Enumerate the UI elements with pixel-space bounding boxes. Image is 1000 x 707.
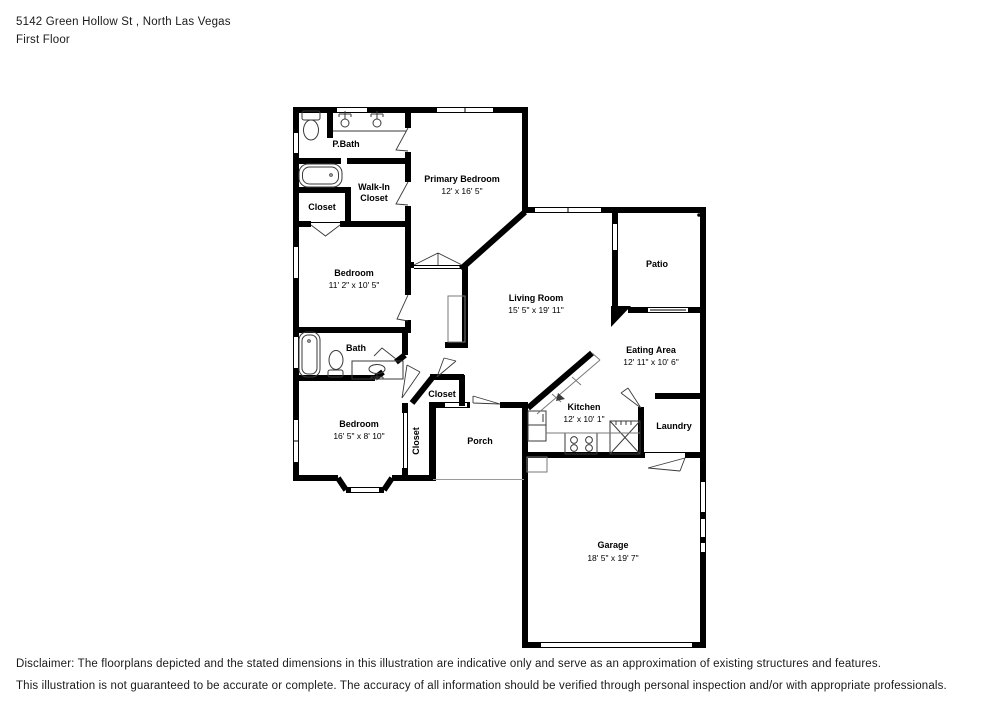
room-dims-bedroom2: 11' 2" x 10' 5" xyxy=(328,280,380,290)
room-label-pbath: P.Bath xyxy=(332,139,360,149)
room-label-patio: Patio xyxy=(645,259,669,269)
bath-door xyxy=(374,348,396,359)
toilet xyxy=(302,111,320,140)
room-label-laundry: Laundry xyxy=(656,421,692,431)
disclaimer-line2: This illustration is not guaranteed to be accurate or complete. The accuracy of all information should be verified through personal inspection and/or with appropriate professionals. xyxy=(16,680,947,692)
double-sink-vanity xyxy=(333,111,406,131)
floor-label: First Floor xyxy=(16,34,70,46)
room-label-bedroom2: Bedroom xyxy=(334,268,374,278)
primary-double-door xyxy=(414,253,462,265)
bedroom3-closet-doors xyxy=(404,413,408,468)
bathtub-2 xyxy=(299,332,320,377)
room-label-bath: Bath xyxy=(346,343,366,353)
room-label-living: Living Room xyxy=(508,293,564,303)
room-dims-kitchen: 12' x 10' 1" xyxy=(563,414,605,424)
room-label-walkin-line1: Walk-In xyxy=(358,182,390,192)
address: 5142 Green Hollow St , North Las Vegas xyxy=(16,16,231,28)
stove xyxy=(565,433,597,454)
room-label-closet-hall: Closet xyxy=(411,427,421,455)
room-dims-primary: 12' x 16' 5" xyxy=(441,186,483,196)
room-label-bedroom3: Bedroom xyxy=(339,419,379,429)
bedroom2-closet-door xyxy=(311,225,340,236)
bedroom2-door xyxy=(397,295,408,321)
room-label-closet-entry: Closet xyxy=(428,389,456,399)
patio-slider-window xyxy=(648,308,688,313)
room-dims-garage: 18' 5" x 19' 7" xyxy=(587,553,639,563)
toilet-2 xyxy=(328,351,343,378)
room-dims-eating: 12' 11" x 10' 6" xyxy=(623,357,679,367)
laundry-door xyxy=(621,388,641,408)
room-label-closet-top: Closet xyxy=(308,202,336,212)
room-label-garage: Garage xyxy=(597,540,629,550)
laundry-garage-door xyxy=(648,458,685,471)
corner-wall-wedge xyxy=(611,306,631,327)
walkin-closet-door xyxy=(396,182,408,205)
disclaimer-line1: Disclaimer: The floorplans depicted and the stated dimensions in this illustration are indicative only and serve as an approximation of existing structures and features. xyxy=(16,658,882,670)
garage-utility xyxy=(527,457,547,472)
room-label-primary: Primary Bedroom xyxy=(424,174,500,184)
disclaimer xyxy=(16,653,947,697)
room-dims-living: 15' 5" x 19' 11" xyxy=(508,305,564,315)
garage-door xyxy=(541,643,692,648)
bathtub xyxy=(299,164,342,187)
room-label-eating: Eating Area xyxy=(626,345,676,355)
kitchen-sink xyxy=(610,421,640,454)
refrigerator xyxy=(528,411,546,441)
room-label-kitchen: Kitchen xyxy=(567,402,601,412)
front-door xyxy=(473,396,500,404)
room-label-porch: Porch xyxy=(467,436,493,446)
room-label-walkin-line2: Closet xyxy=(360,193,388,203)
patio-corner-post xyxy=(697,213,701,217)
bay-window xyxy=(350,488,380,493)
room-labels xyxy=(308,139,692,563)
room-dims-bedroom3: 16' 5" x 8' 10" xyxy=(333,431,385,441)
walls xyxy=(293,107,706,648)
